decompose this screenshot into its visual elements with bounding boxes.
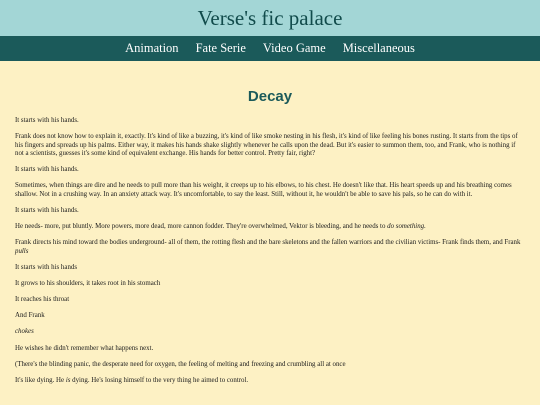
story-paragraph: It starts with his hands. — [15, 207, 79, 215]
story-paragraph: It starts with his hands — [15, 264, 78, 272]
emphasis: do something. — [387, 223, 426, 231]
story-paragraph: It's like dying. He is dying. He's losing himself to the very thing he aimed to control. — [15, 376, 249, 384]
story-paragraph: (There's the blinding panic, the desperate need for oxygen, the feeling of melting and freezing and crumbling all at once — [15, 360, 346, 368]
nav-miscellaneous[interactable]: Miscellaneous — [342, 41, 415, 55]
story-paragraph: It grows to his shoulders, it takes root in his stomach — [15, 280, 161, 288]
story-paragraph — [15, 328, 525, 337]
site-title[interactable]: Verse's fic palace — [197, 5, 343, 30]
story-paragraph: Frank directs his mind toward the bodies underground- all of them, the rotting flesh and the bare skeletons and the fallen warriors and the civilian victims- Frank finds them, and Frank pulls — [15, 239, 521, 255]
story-paragraph: It reaches his throat — [15, 296, 70, 304]
nav-fate-serie[interactable]: Fate Serie — [195, 41, 246, 55]
story-paragraph: Sometimes, when things are dire and he needs to pull more than his weight, it creeps up to his elbows, to his chest. He doesn't like that. His heart speeds up and his breathing comes shallow. Not in a crushing way. In an anxiety attack way. It's uncomfortable, to say the least. Still, without it, he wouldn't be able to save his pals, so he can do with it. — [15, 182, 512, 199]
emphasis: chokes — [15, 328, 34, 336]
main-nav — [0, 36, 540, 61]
story-paragraph: Frank does not know how to explain it, exactly. It's kind of like a buzzing, it's kind of like smoke nesting in his flesh, it's kind of like feeling his bones rusting. It starts from the tips of his fingers and spreads up his palms. Either way, it makes his hands shake slightly whenever he calls upon the dead. But it's easier to summon them, too, and Frank, who is nothing if not a scientists, guesses it's some kind of equivalent exchange. His hands for better control. Pretty fair, right? — [15, 133, 518, 158]
nav-animation[interactable]: Animation — [125, 41, 179, 55]
story-title: Decay — [247, 88, 293, 105]
story-content — [0, 88, 540, 385]
nav-video-game[interactable]: Video Game — [262, 41, 326, 55]
emphasis: pulls — [15, 247, 29, 255]
story-paragraph: He needs- more, put bluntly. More powers, more dead, more cannon fodder. They're overwhelmed, Vektor is bleeding, and he needs to do something. — [15, 223, 426, 231]
story-paragraph: And Frank — [15, 312, 45, 320]
site-header — [0, 0, 540, 36]
emphasis: is — [65, 376, 71, 384]
story-paragraph: He wishes he didn't remember what happens next. — [15, 344, 154, 352]
story-paragraph: It starts with his hands. — [15, 117, 79, 124]
story-paragraph: It starts with his hands. — [15, 166, 79, 174]
